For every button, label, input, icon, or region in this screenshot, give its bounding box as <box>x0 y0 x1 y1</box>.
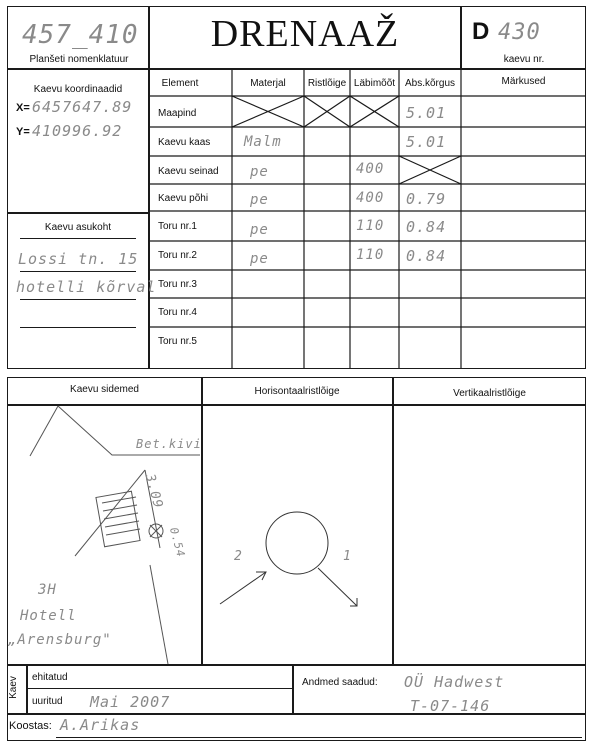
surveyed-value: Mai 2007 <box>90 693 171 711</box>
header-element: Element <box>161 78 199 89</box>
material-value: pe <box>250 251 269 267</box>
row-element: Kaevu kaas <box>158 137 211 148</box>
section-connections: Kaevu sidemed <box>70 384 139 395</box>
material-value: pe <box>250 164 269 180</box>
well-number-label: kaevu nr. <box>503 54 545 65</box>
building-line-1: 3H <box>38 582 57 598</box>
form-title: DRENAAŽ <box>210 13 400 55</box>
material-value: pe <box>250 192 269 208</box>
nomenclature-value: 457_410 <box>22 20 139 50</box>
diameter-value: 400 <box>356 190 385 206</box>
header-material: Materjal <box>250 78 286 89</box>
location-line-2: hotelli kõrval <box>16 278 157 296</box>
data-source-label: Andmed saadud: <box>302 677 378 688</box>
x-coordinate-value: 6457647.89 <box>32 98 133 116</box>
well-prefix: D <box>472 18 490 45</box>
material-value: Malm <box>244 134 282 150</box>
building-line-3: „Arensburg" <box>8 632 112 648</box>
x-coordinate-label: X= <box>16 102 30 114</box>
dimension-1: 3.09 <box>141 472 166 511</box>
compiled-value: A.Arikas <box>60 716 141 734</box>
elevation-value: 5.01 <box>406 133 447 151</box>
footer-vertical-label: Kaev <box>7 676 19 699</box>
diameter-value: 110 <box>356 247 385 263</box>
row-element: Maapind <box>158 108 197 119</box>
surveyed-label: uuritud <box>32 696 63 707</box>
built-label: ehitatud <box>32 672 68 683</box>
diameter-value: 110 <box>356 218 385 234</box>
data-source-line-1: OÜ Hadwest <box>404 673 505 691</box>
dimension-2: 0.54 <box>167 526 188 559</box>
row-element: Toru nr.5 <box>158 336 197 347</box>
location-line-1: Lossi tn. 15 <box>18 250 139 268</box>
coordinates-label: Kaevu koordinaadid <box>33 84 123 95</box>
header-remarks: Märkused <box>501 76 546 87</box>
pipe-label-2: 2 <box>234 549 243 564</box>
compiled-label: Koostas: <box>9 720 52 732</box>
material-value: pe <box>250 222 269 238</box>
y-coordinate-value: 410996.92 <box>32 122 123 140</box>
diameter-value: 400 <box>356 161 385 177</box>
row-element: Kaevu põhi <box>158 193 209 204</box>
elevation-value: 0.84 <box>406 218 447 236</box>
header-diameter: Läbimõõt <box>353 78 396 89</box>
header-elevation: Abs.kõrgus <box>404 78 456 89</box>
pipe-label-1: 1 <box>343 549 352 564</box>
header-cross-section: Ristlõige <box>307 78 347 89</box>
row-element: Toru nr.1 <box>158 221 197 232</box>
elevation-value: 0.84 <box>406 247 447 265</box>
elevation-value: 5.01 <box>406 104 447 122</box>
section-horizontal: Horisontaalristlõige <box>254 386 340 397</box>
stone-label: Bet.kivi <box>136 437 202 451</box>
y-coordinate-label: Y= <box>16 126 30 138</box>
row-element: Kaevu seinad <box>158 166 219 177</box>
section-vertical: Vertikaalristlõige <box>453 388 526 399</box>
nomenclature-label: Planšeti nomenklatuur <box>29 54 129 65</box>
building-line-2: Hotell <box>20 608 77 624</box>
data-source-line-2: T-07-146 <box>410 697 491 715</box>
well-number: 430 <box>498 20 541 45</box>
row-element: Toru nr.2 <box>158 250 197 261</box>
row-element: Toru nr.4 <box>158 307 197 318</box>
elevation-value: 0.79 <box>406 190 447 208</box>
location-label: Kaevu asukoht <box>44 222 112 233</box>
row-element: Toru nr.3 <box>158 279 197 290</box>
